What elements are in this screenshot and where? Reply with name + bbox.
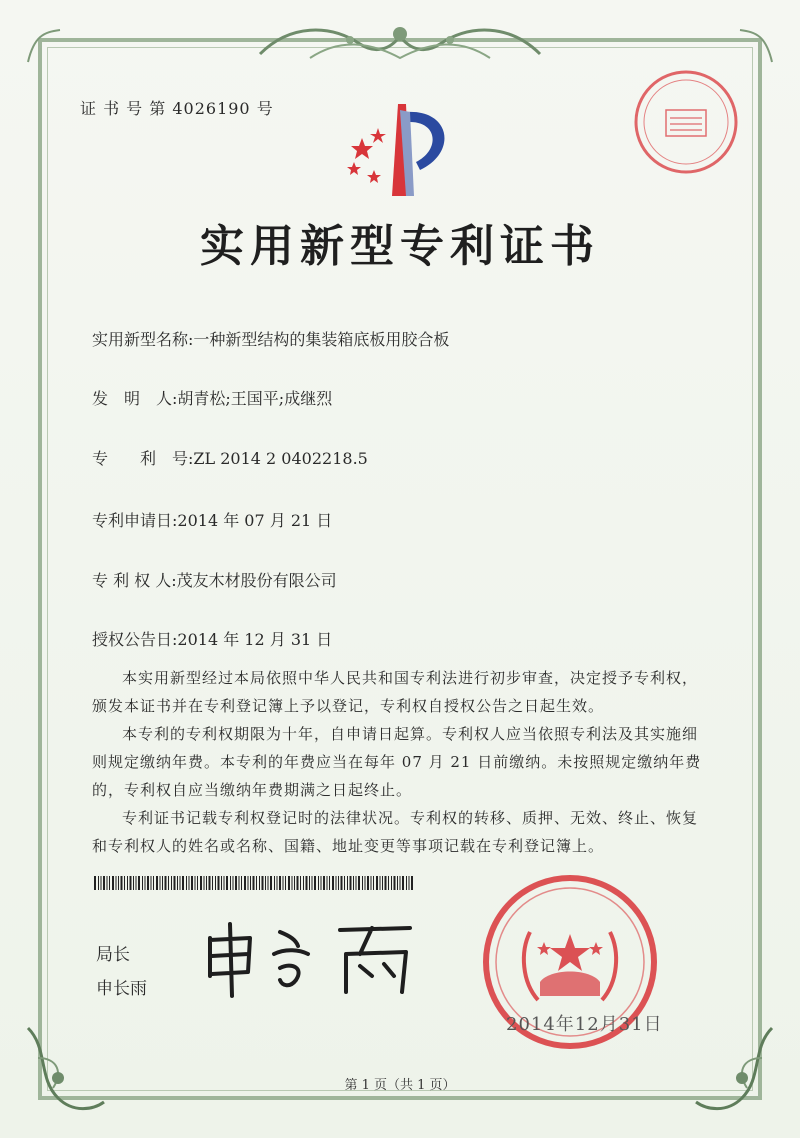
barcode-bar [323, 876, 325, 890]
barcode-bar [212, 876, 213, 890]
body-text [92, 664, 708, 860]
service-seal [630, 66, 742, 178]
field-application-date-label: 专利申请日: [92, 511, 178, 530]
barcode-bar [130, 876, 132, 890]
patent-office-emblem [340, 100, 470, 200]
barcode-bar [182, 876, 184, 890]
barcode-bar [253, 876, 255, 890]
barcode-bar [138, 876, 140, 890]
barcode-bar [195, 876, 196, 890]
barcode-bar [94, 876, 96, 890]
barcode-bar [259, 876, 260, 890]
barcode-bar [350, 876, 352, 890]
barcode-bar [321, 876, 322, 890]
field-application-date-value: 2014 年 07 月 21 日 [177, 511, 333, 530]
barcode-bar [336, 876, 337, 890]
barcode-bar [283, 876, 284, 890]
barcode-bar [358, 876, 360, 890]
director-role: 局长 [96, 945, 130, 965]
barcode-bar [180, 876, 181, 890]
barcode-bar [338, 876, 339, 890]
barcode-bar [406, 876, 407, 890]
barcode-bar [294, 876, 295, 890]
barcode-bar [265, 876, 266, 890]
barcode-bar [327, 876, 328, 890]
barcode-bar [189, 876, 190, 890]
barcode-bar [224, 876, 225, 890]
field-grant-date-value: 2014 年 12 月 31 日 [177, 630, 333, 649]
barcode-bar [300, 876, 301, 890]
barcode-bar [239, 876, 240, 890]
barcode-bar [118, 876, 119, 890]
field-grant-date-label: 授权公告日: [92, 630, 178, 649]
director-signature [200, 918, 420, 998]
barcode-bar [116, 876, 117, 890]
barcode-bar [244, 876, 246, 890]
barcode-bar [303, 876, 304, 890]
field-name-label: 实用新型名称: [92, 330, 194, 349]
barcode-bar [314, 876, 316, 890]
barcode-bar [288, 876, 290, 890]
barcode-bar [402, 876, 404, 890]
barcode-bar [107, 876, 108, 890]
barcode-bar [241, 876, 242, 890]
barcode-bar [388, 876, 389, 890]
barcode-bar [209, 876, 211, 890]
barcode-bar [250, 876, 251, 890]
field-application-date [92, 508, 332, 531]
field-patentee-label: 专 利 权 人: [92, 571, 177, 590]
barcode-bar [151, 876, 152, 890]
barcode-bar [235, 876, 237, 890]
barcode-bar [112, 876, 114, 890]
barcode-bar [292, 876, 293, 890]
barcode-bar [200, 876, 202, 890]
right-bottom-ornament [692, 1018, 782, 1118]
barcode-bar [165, 876, 167, 890]
field-inventor [92, 386, 332, 409]
right-top-ornament [736, 26, 776, 66]
barcode-bar [356, 876, 357, 890]
barcode-bar [400, 876, 401, 890]
barcode-bar [98, 876, 99, 890]
barcode-bar [409, 876, 410, 890]
body-paragraph-2: 本专利的专利权期限为十年，自申请日起算。专利权人应当依照专利法及其实施细则规定缴纳年费。本专利的年费应当在每年 07 月 21 日前缴纳。未按照规定缴纳年费的，专利权自应当缴纳年费期满之日起终止。 [92, 725, 702, 799]
barcode-bar [156, 876, 158, 890]
field-patent-number-label: 专 利 号: [92, 449, 194, 468]
barcode-bar [186, 876, 187, 890]
left-top-ornament [24, 26, 64, 66]
top-ornament [250, 14, 550, 70]
barcode-bar [256, 876, 257, 890]
barcode-bar [362, 876, 363, 890]
barcode-bar [127, 876, 128, 890]
barcode-bar [153, 876, 154, 890]
barcode-bar [160, 876, 161, 890]
barcode-bar [226, 876, 228, 890]
barcode-bar [215, 876, 216, 890]
certificate-title: 实用新型专利证书 [200, 221, 600, 272]
barcode-bar [353, 876, 354, 890]
barcode-bar [367, 876, 369, 890]
barcode-bar [109, 876, 110, 890]
barcode-bar [371, 876, 372, 890]
barcode-bar [145, 876, 146, 890]
barcode-bar [233, 876, 234, 890]
barcode-bar [341, 876, 343, 890]
barcode-bar [162, 876, 163, 890]
field-patentee-value: 茂友木材股份有限公司 [176, 571, 337, 590]
barcode-bar [285, 876, 286, 890]
barcode-bar [268, 876, 269, 890]
barcode-bar [279, 876, 281, 890]
barcode-bar [332, 876, 334, 890]
barcode-bar [365, 876, 366, 890]
barcode-bar [309, 876, 310, 890]
barcode-bar [297, 876, 299, 890]
barcode-bar [373, 876, 374, 890]
left-bottom-ornament [18, 1018, 108, 1118]
barcode-bar [394, 876, 396, 890]
barcode-bar [376, 876, 378, 890]
field-patent-number [92, 446, 368, 469]
field-name-value: 一种新型结构的集装箱底板用胶合板 [193, 330, 450, 349]
barcode-bar [347, 876, 348, 890]
barcode-bar [380, 876, 381, 890]
barcode-bar [221, 876, 222, 890]
barcode-bar [306, 876, 308, 890]
certificate-number: 证 书 号 第 4026190 号 [80, 99, 274, 118]
field-inventor-label: 发 明 人: [92, 389, 178, 408]
barcode-bar [101, 876, 102, 890]
field-patentee [92, 568, 337, 591]
body-paragraph-1: 本实用新型经过本局依照中华人民共和国专利法进行初步审查，决定授予专利权，颁发本证书并在专利登记簿上予以登记，专利权自授权公告之日起生效。 [92, 669, 699, 715]
barcode-bar [171, 876, 172, 890]
barcode-bar [174, 876, 176, 890]
barcode-bar [318, 876, 319, 890]
barcode-bar [103, 876, 105, 890]
page-indicator: 第 1 页（共 1 页） [344, 1078, 456, 1093]
barcode-bar [218, 876, 220, 890]
body-paragraph-3: 专利证书记载专利权登记时的法律状况。专利权的转移、质押、无效、终止、恢复和专利权人的姓名或名称、国籍、地址变更等事项记载在专利登记簿上。 [92, 809, 699, 855]
field-patent-number-value: ZL 2014 2 0402218.5 [193, 449, 368, 468]
barcode-bar [344, 876, 345, 890]
barcode-bar [312, 876, 313, 890]
barcode-bar [382, 876, 383, 890]
barcode-bar [274, 876, 275, 890]
barcode-bar [197, 876, 198, 890]
field-inventor-value: 胡青松;王国平;成继烈 [177, 389, 333, 408]
barcode-bar [411, 876, 413, 890]
barcode-bar [177, 876, 178, 890]
barcode-bar [248, 876, 249, 890]
barcode-bar [168, 876, 169, 890]
barcode-bar [206, 876, 207, 890]
seal-date: 2014年12月31日 [506, 1014, 663, 1035]
barcode-bar [391, 876, 392, 890]
barcode-bar [397, 876, 398, 890]
barcode [94, 876, 416, 890]
barcode-bar [262, 876, 264, 890]
barcode-bar [121, 876, 123, 890]
barcode-bar [204, 876, 205, 890]
barcode-bar [133, 876, 134, 890]
barcode-bar [142, 876, 143, 890]
barcode-bar [124, 876, 125, 890]
director-name: 申长雨 [96, 979, 147, 999]
field-name [92, 327, 449, 350]
barcode-bar [329, 876, 330, 890]
barcode-bar [385, 876, 387, 890]
barcode-bar [191, 876, 193, 890]
barcode-bar [147, 876, 149, 890]
barcode-bar [270, 876, 272, 890]
field-grant-date [92, 627, 332, 650]
barcode-bar [136, 876, 137, 890]
barcode-bar [277, 876, 278, 890]
barcode-bar [230, 876, 231, 890]
